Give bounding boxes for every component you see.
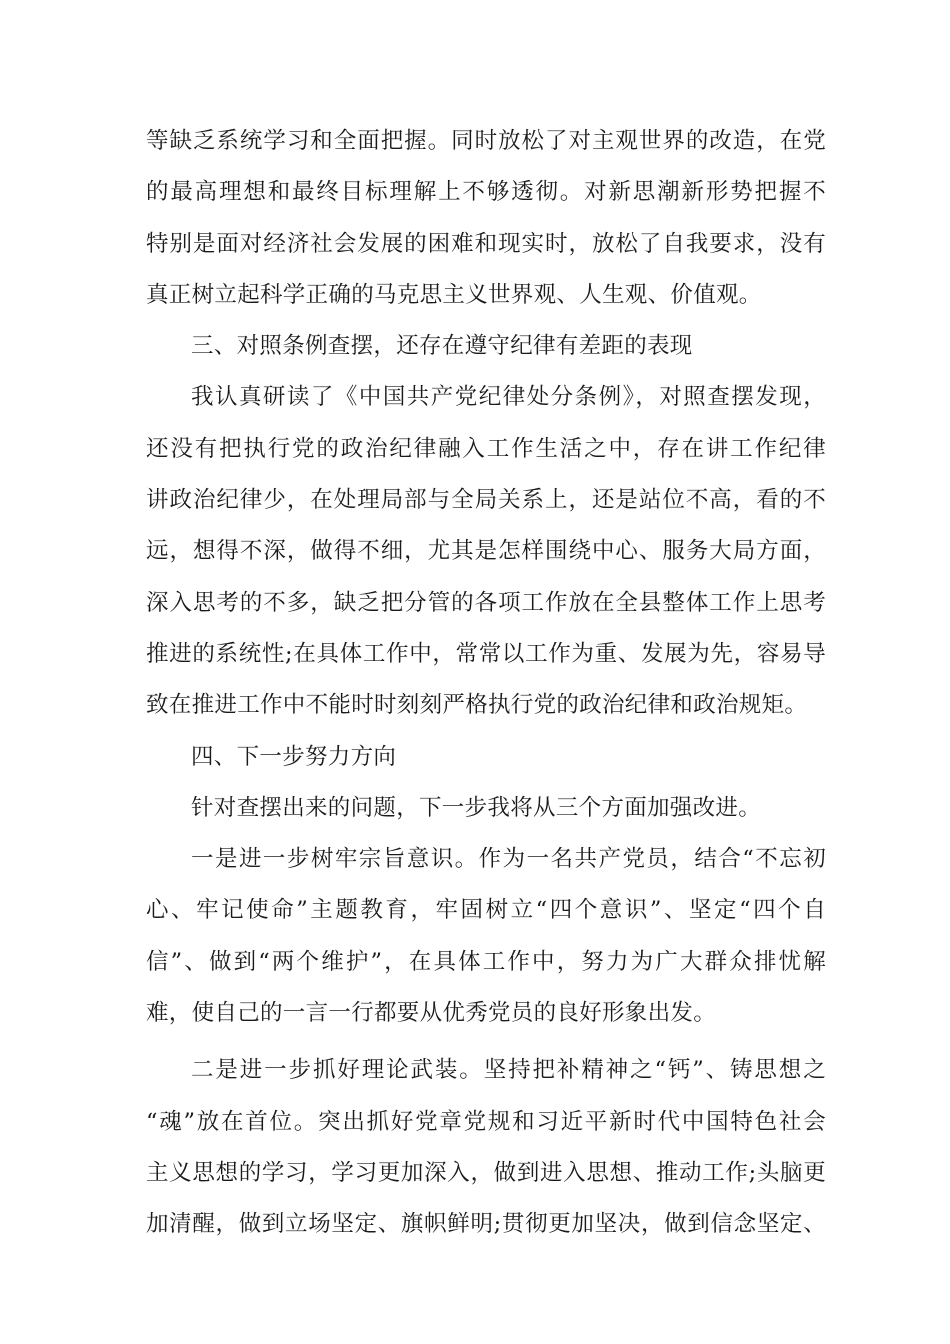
text-line: 我认真研读了《中国共产党纪律处分条例》，对照查摆发现，: [191, 384, 826, 411]
text-line: 信”、做到“两个维护”，在具体工作中，努力为广大群众排忧解: [146, 948, 826, 975]
text-line: 的最高理想和最终目标理解上不够透彻。对新思潮新形势把握不: [146, 179, 826, 206]
text-line: 二是进一步抓好理论武装。坚持把补精神之“钙”、铸思想之: [191, 1057, 826, 1084]
text-line: 真正树立起科学正确的马克思主义世界观、人生观、价值观。: [146, 281, 762, 308]
text-line: 一是进一步树牢宗旨意识。作为一名共产党员，结合“不忘初: [191, 846, 826, 873]
text-line: 针对查摆出来的问题，下一步我将从三个方面加强改进。: [191, 794, 762, 821]
text-line: 难，使自己的一言一行都要从优秀党员的良好形象出发。: [146, 1000, 717, 1027]
text-line: “魂”放在首位。突出抓好党章党规和习近平新时代中国特色社会: [146, 1108, 826, 1135]
body-text: [146, 116, 826, 1251]
text-line: 致在推进工作中不能时时刻刻严格执行党的政治纪律和政治规矩。: [146, 692, 808, 719]
text-line: 特别是面对经济社会发展的困难和现实时，放松了自我要求，没有: [146, 230, 826, 257]
section-heading: 三、对照条例查摆，还存在遵守纪律有差距的表现: [191, 333, 693, 360]
text-line: 讲政治纪律少，在处理局部与全局关系上，还是站位不高，看的不: [146, 487, 826, 514]
text-line: 推进的系统性;在具体工作中，常常以工作为重、发展为先，容易导: [146, 640, 826, 667]
text-line: 还没有把执行党的政治纪律融入工作生活之中，存在讲工作纪律: [146, 435, 826, 462]
text-line: 主义思想的学习，学习更加深入，做到进入思想、推动工作;头脑更: [146, 1159, 826, 1186]
text-line: 远，想得不深，做得不细，尤其是怎样围绕中心、服务大局方面，: [146, 538, 826, 565]
text-line: 深入思考的不多，缺乏把分管的各项工作放在全县整体工作上思考: [146, 589, 826, 616]
text-line: 等缺乏系统学习和全面把握。同时放松了对主观世界的改造，在党: [146, 128, 826, 154]
text-line: 心、牢记使命”主题教育，牢固树立“四个意识”、坚定“四个自: [146, 897, 826, 924]
text-line: 加清醒，做到立场坚定、旗帜鲜明;贯彻更加坚决，做到信念坚定、: [146, 1211, 826, 1238]
section-heading: 四、下一步努力方向: [191, 743, 397, 770]
